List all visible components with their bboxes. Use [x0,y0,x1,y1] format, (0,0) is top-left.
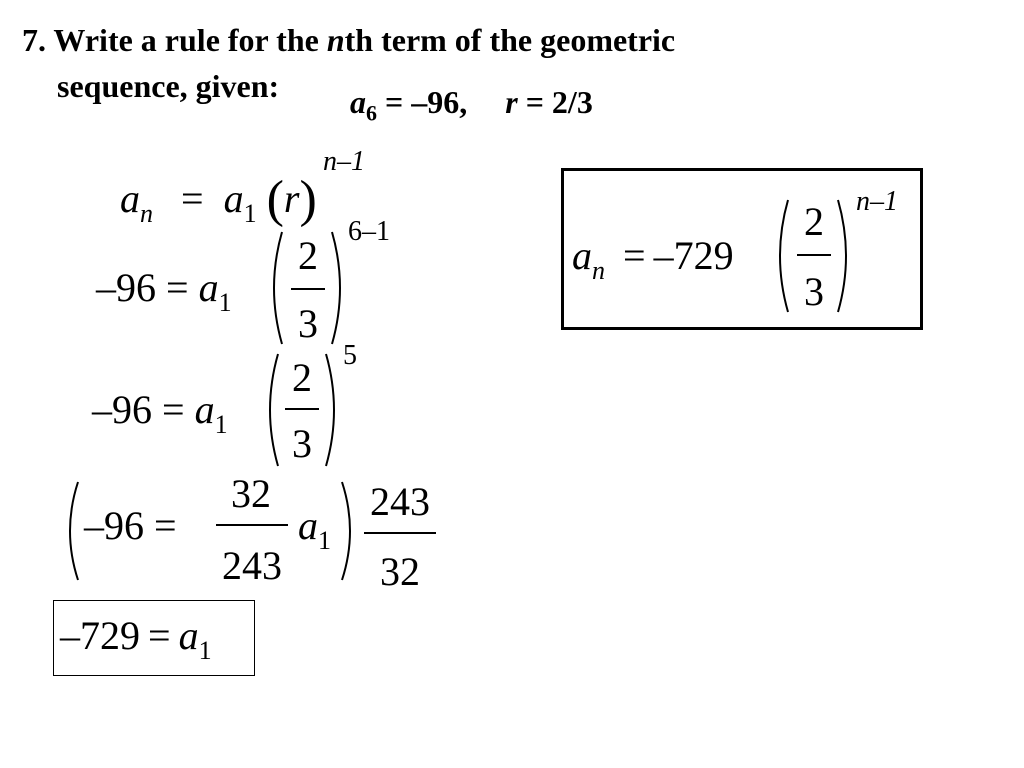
given-r: r [505,84,518,120]
step4-right-paren [338,478,362,584]
question-n: n [326,22,345,58]
question-given-label: sequence, given: [57,68,280,104]
answer-coefficient: –729 [653,233,734,278]
step1-rhs-sub: 1 [243,199,257,228]
step1-equals: = [181,176,204,221]
step4-denominator: 243 [222,543,282,588]
step4-lhs-value: –96 [84,503,144,548]
step4-numerator: 32 [231,471,271,516]
step5-a-sub: 1 [198,636,212,665]
step2-a-sub: 1 [218,288,232,317]
step5-equals: = [148,613,171,658]
step1-lhs-a: a [120,176,140,221]
step1-rparen: ) [299,171,317,228]
question-text: 7. Write a rule for the [22,22,327,58]
question-line-2 [57,70,279,102]
step2-lhs-value: –96 [96,265,156,310]
answer-a-sub: n [592,256,605,285]
step3-left-paren [258,350,282,470]
step2-a: a [198,265,219,310]
answer-equals: = [623,233,646,278]
step4-fraction-bar [216,524,288,526]
step1-lhs-sub: n [140,199,153,228]
step3-denominator: 3 [292,421,312,466]
given-a-value: = –96, [377,84,468,120]
step1-lparen: ( [266,171,284,228]
step2-left-paren [262,228,286,348]
given-r-value: = 2/3 [517,84,593,120]
step5-equation [60,613,212,665]
step4-a1 [298,503,331,555]
step4-multiplier-denominator: 32 [380,549,420,594]
step2-lhs [96,265,232,317]
step3-lhs-value: –96 [92,387,152,432]
step2-denominator: 3 [298,301,318,346]
answer-fraction-bar [797,254,831,256]
step1-rhs-a: a [223,176,244,221]
given-values [350,86,593,124]
answer-left-paren [768,196,792,316]
step4-a: a [298,503,318,548]
answer-exponent: n–1 [856,186,898,217]
question-line-1 [22,24,675,56]
step4-a-sub: 1 [318,526,331,555]
step3-fraction-bar [285,408,319,410]
answer-lhs [572,233,734,285]
step4-multiplier-bar [364,532,436,534]
step2-numerator: 2 [298,233,318,278]
step3-a: a [194,387,215,432]
step3-exponent: 5 [343,340,357,371]
step5-lhs-value: –729 [60,613,140,658]
step4-left-paren [58,478,82,584]
given-a: a [350,84,366,120]
step4-lhs [84,503,177,548]
step3-equals: = [162,387,185,432]
step1-r: r [283,176,300,221]
answer-numerator: 2 [804,199,824,244]
given-a-subscript: 6 [366,100,377,126]
step2-fraction-bar [291,288,325,290]
step3-lhs [92,387,228,439]
step3-numerator: 2 [292,355,312,400]
step1-exponent: n–1 [323,146,365,177]
step4-equals: = [154,503,177,548]
step5-a: a [178,613,199,658]
step4-multiplier-numerator: 243 [370,479,430,524]
step2-equals: = [166,265,189,310]
step2-exponent: 6–1 [348,216,390,247]
answer-a: a [572,233,592,278]
step3-a-sub: 1 [214,410,228,439]
answer-right-paren [834,196,858,316]
step1-equation [120,170,317,228]
answer-denominator: 3 [804,269,824,314]
question-text-end: th term of the geometric [344,22,676,58]
